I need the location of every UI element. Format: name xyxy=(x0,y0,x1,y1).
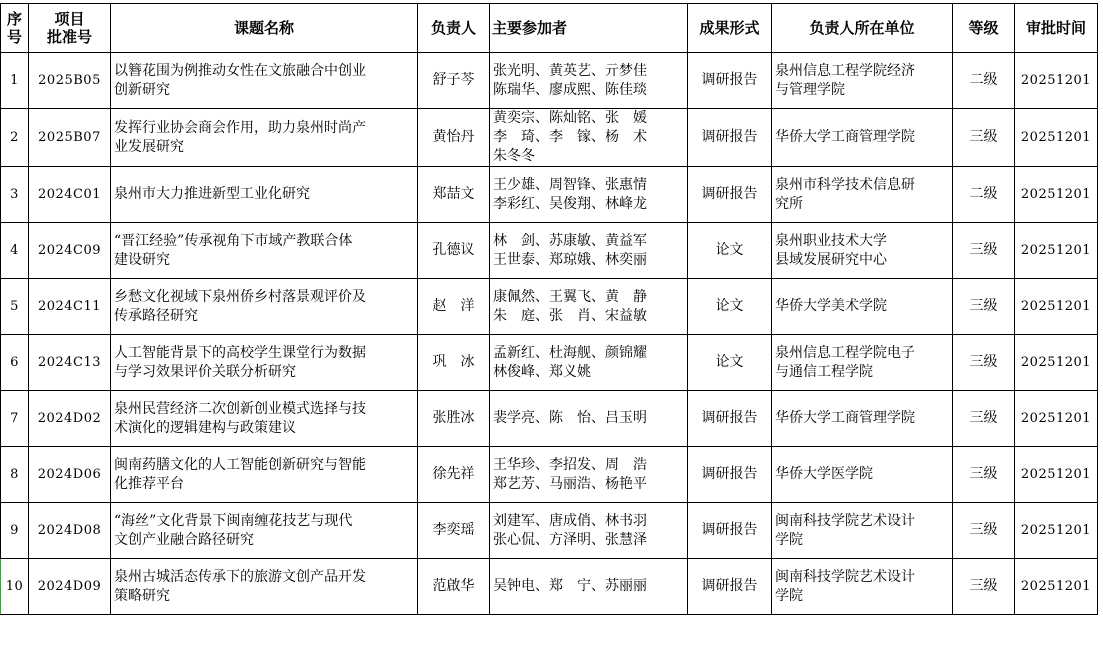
cell-participants-line: 吴钟电、郑 宁、苏丽丽 xyxy=(493,578,647,594)
project-table xyxy=(0,3,1098,615)
cell-participants-line: 郑艺芳、马丽浩、杨艳平 xyxy=(493,475,647,492)
cell-title xyxy=(111,503,418,559)
cell-seq: 9 xyxy=(1,503,29,559)
cell-approval-time: 20251201 xyxy=(1015,109,1098,167)
cell-level: 三级 xyxy=(953,447,1015,503)
cell-level: 三级 xyxy=(953,559,1015,615)
cell-unit-line: 县域发展研究中心 xyxy=(775,251,887,268)
cell-unit-line: 华侨大学工商管理学院 xyxy=(775,410,915,426)
cell-title xyxy=(111,559,418,615)
cell-unit-line: 华侨大学医学院 xyxy=(775,466,873,482)
cell-leader: 赵 洋 xyxy=(418,279,490,335)
cell-unit-line: 学院 xyxy=(775,587,803,604)
table-body xyxy=(1,53,1098,615)
cell-participants xyxy=(490,335,688,391)
cell-title-line: 与学习效果评价关联分析研究 xyxy=(114,363,296,380)
cell-title-line: 术演化的逻辑建构与政策建议 xyxy=(114,419,296,436)
header-approval-time: 审批时间 xyxy=(1015,4,1098,53)
cell-participants xyxy=(490,109,688,167)
table-row xyxy=(1,53,1098,109)
cell-title-line: 化推荐平台 xyxy=(114,475,184,492)
cell-title-line: 以簪花围为例推动女性在文旅融合中创业 xyxy=(114,62,366,79)
cell-participants xyxy=(490,53,688,109)
cell-leader: 巩 冰 xyxy=(418,335,490,391)
cell-result-form: 调研报告 xyxy=(688,53,772,109)
cell-result-form: 调研报告 xyxy=(688,109,772,167)
cell-participants xyxy=(490,559,688,615)
cell-unit-line: 闽南科技学院艺术设计 xyxy=(775,568,915,585)
cell-unit xyxy=(772,503,953,559)
cell-participants xyxy=(490,223,688,279)
cell-leader: 舒子芩 xyxy=(418,53,490,109)
cell-participants-line: 王少雄、周智锋、张惠情 xyxy=(493,176,647,193)
cell-participants-line: 刘建军、唐成俏、林书羽 xyxy=(493,512,647,529)
table-row xyxy=(1,279,1098,335)
cell-approval-time: 20251201 xyxy=(1015,503,1098,559)
cell-unit xyxy=(772,335,953,391)
cell-seq: 7 xyxy=(1,391,29,447)
cell-participants-line: 张光明、黄英艺、亓梦佳 xyxy=(493,62,647,79)
cell-approval-time: 20251201 xyxy=(1015,279,1098,335)
cell-title xyxy=(111,447,418,503)
header-participants: 主要参加者 xyxy=(490,4,688,53)
cell-result-form: 调研报告 xyxy=(688,167,772,223)
cell-approval-time: 20251201 xyxy=(1015,53,1098,109)
cell-title-line: “海丝”文化背景下闽南缠花技艺与现代 xyxy=(114,512,353,529)
cell-leader: 徐先祥 xyxy=(418,447,490,503)
cell-unit xyxy=(772,391,953,447)
cell-result-form: 调研报告 xyxy=(688,447,772,503)
cell-unit xyxy=(772,223,953,279)
cell-participants-line: 林 剑、苏康敏、黄益军 xyxy=(493,232,647,249)
cell-unit xyxy=(772,279,953,335)
cell-approval-time: 20251201 xyxy=(1015,447,1098,503)
table-row xyxy=(1,503,1098,559)
cell-unit-line: 与管理学院 xyxy=(775,81,845,98)
header-approval-no: 项目 批准号 xyxy=(29,4,111,53)
cell-unit xyxy=(772,109,953,167)
cell-approval-time: 20251201 xyxy=(1015,559,1098,615)
header-seq: 序 号 xyxy=(1,4,29,53)
cell-participants-line: 王华珍、李招发、周 浩 xyxy=(493,456,647,473)
cell-title xyxy=(111,109,418,167)
header-title: 课题名称 xyxy=(111,4,418,53)
cell-level: 三级 xyxy=(953,391,1015,447)
cell-unit-line: 闽南科技学院艺术设计 xyxy=(775,512,915,529)
cell-title-line: 闽南药膳文化的人工智能创新研究与智能 xyxy=(114,456,366,473)
cell-level: 二级 xyxy=(953,167,1015,223)
cell-level: 三级 xyxy=(953,109,1015,167)
cell-seq: 5 xyxy=(1,279,29,335)
cell-participants-line: 林俊峰、郑义姚 xyxy=(493,363,591,380)
cell-title-line: 泉州古城活态传承下的旅游文创产品开发 xyxy=(114,568,366,585)
cell-title-line: 人工智能背景下的高校学生课堂行为数据 xyxy=(114,344,366,361)
cell-approval-time: 20251201 xyxy=(1015,223,1098,279)
cell-participants-line: 陈瑞华、廖成熙、陈佳琰 xyxy=(493,81,647,98)
cell-title-line: 创新研究 xyxy=(114,81,170,98)
cell-result-form: 调研报告 xyxy=(688,559,772,615)
cell-level: 三级 xyxy=(953,279,1015,335)
table-row xyxy=(1,167,1098,223)
cell-unit-line: 究所 xyxy=(775,195,803,212)
cell-participants-line: 康佩然、王翼飞、黄 静 xyxy=(493,288,647,305)
cell-participants xyxy=(490,167,688,223)
cell-seq: 3 xyxy=(1,167,29,223)
cell-seq: 6 xyxy=(1,335,29,391)
cell-leader: 黄怡丹 xyxy=(418,109,490,167)
cell-approval-no: 2024C01 xyxy=(29,167,111,223)
table-row xyxy=(1,223,1098,279)
cell-unit-line: 泉州信息工程学院经济 xyxy=(775,62,915,79)
cell-approval-no: 2024C11 xyxy=(29,279,111,335)
cell-approval-no: 2024D09 xyxy=(29,559,111,615)
cell-leader: 张胜冰 xyxy=(418,391,490,447)
cell-participants-line: 孟新红、杜海舰、颜锦耀 xyxy=(493,344,647,361)
cell-unit-line: 与通信工程学院 xyxy=(775,363,873,380)
cell-approval-no: 2025B05 xyxy=(29,53,111,109)
table-row xyxy=(1,391,1098,447)
cell-approval-time: 20251201 xyxy=(1015,335,1098,391)
cell-title xyxy=(111,279,418,335)
cell-unit-line: 泉州信息工程学院电子 xyxy=(775,344,915,361)
cell-seq: 4 xyxy=(1,223,29,279)
cell-result-form: 调研报告 xyxy=(688,503,772,559)
cell-participants-line: 李 琦、李 镓、杨 术 xyxy=(493,129,647,145)
cell-participants xyxy=(490,503,688,559)
table-row xyxy=(1,109,1098,167)
cell-approval-no: 2024C09 xyxy=(29,223,111,279)
cell-title-line: 传承路径研究 xyxy=(114,307,198,324)
cell-approval-no: 2025B07 xyxy=(29,109,111,167)
cell-title-line: “晋江经验”传承视角下市域产教联合体 xyxy=(114,232,353,249)
cell-unit-line: 泉州市科学技术信息研 xyxy=(775,176,915,193)
cell-level: 二级 xyxy=(953,53,1015,109)
cell-unit xyxy=(772,53,953,109)
header-level: 等级 xyxy=(953,4,1015,53)
table-row xyxy=(1,447,1098,503)
cell-seq: 1 xyxy=(1,53,29,109)
cell-result-form: 论文 xyxy=(688,335,772,391)
table-row xyxy=(1,335,1098,391)
cell-leader: 郑喆文 xyxy=(418,167,490,223)
cell-approval-no: 2024D06 xyxy=(29,447,111,503)
cell-participants-line: 张心侃、方泽明、张慧泽 xyxy=(493,531,647,548)
cell-seq: 8 xyxy=(1,447,29,503)
cell-title-line: 泉州市大力推进新型工业化研究 xyxy=(114,186,310,202)
cell-participants-line: 裴学亮、陈 怡、吕玉明 xyxy=(493,410,647,426)
cell-level: 三级 xyxy=(953,503,1015,559)
cell-level: 三级 xyxy=(953,223,1015,279)
cell-title-line: 泉州民营经济二次创新创业模式选择与技 xyxy=(114,400,366,417)
cell-approval-no: 2024D02 xyxy=(29,391,111,447)
cell-title-line: 发挥行业协会商会作用，助力泉州时尚产 xyxy=(114,119,366,136)
cell-result-form: 论文 xyxy=(688,279,772,335)
cell-participants xyxy=(490,391,688,447)
cell-participants-line: 朱冬冬 xyxy=(493,148,535,164)
cell-approval-time: 20251201 xyxy=(1015,167,1098,223)
cell-title xyxy=(111,167,418,223)
cell-participants-line: 黄奕宗、陈灿铭、张 媛 xyxy=(493,110,647,126)
cell-approval-time: 20251201 xyxy=(1015,391,1098,447)
cell-participants-line: 朱 庭、张 肖、宋益敏 xyxy=(493,307,647,324)
cell-unit-line: 华侨大学工商管理学院 xyxy=(775,129,915,145)
cell-title-line: 策略研究 xyxy=(114,587,170,604)
cell-title-line: 文创产业融合路径研究 xyxy=(114,531,254,548)
cell-approval-no: 2024D08 xyxy=(29,503,111,559)
cell-seq: 10 xyxy=(1,559,29,615)
cell-leader: 孔德议 xyxy=(418,223,490,279)
cell-participants xyxy=(490,279,688,335)
cell-unit xyxy=(772,559,953,615)
cell-unit xyxy=(772,447,953,503)
cell-title xyxy=(111,335,418,391)
cell-title xyxy=(111,223,418,279)
header-row xyxy=(1,4,1098,53)
cell-title-line: 乡愁文化视域下泉州侨乡村落景观评价及 xyxy=(114,288,366,305)
cell-leader: 范啟华 xyxy=(418,559,490,615)
cell-unit xyxy=(772,167,953,223)
cell-title-line: 建设研究 xyxy=(114,251,170,268)
cell-result-form: 论文 xyxy=(688,223,772,279)
cell-unit-line: 华侨大学美术学院 xyxy=(775,298,887,314)
cell-title-line: 业发展研究 xyxy=(114,138,184,155)
cell-title xyxy=(111,391,418,447)
table-row xyxy=(1,559,1098,615)
cell-seq: 2 xyxy=(1,109,29,167)
header-leader: 负责人 xyxy=(418,4,490,53)
cell-participants-line: 王世泰、郑琼娥、林奕丽 xyxy=(493,251,647,268)
header-unit: 负责人所在单位 xyxy=(772,4,953,53)
cell-title xyxy=(111,53,418,109)
cell-participants xyxy=(490,447,688,503)
cell-result-form: 调研报告 xyxy=(688,391,772,447)
cell-participants-line: 李彩红、吴俊翔、林峰龙 xyxy=(493,195,647,212)
cell-unit-line: 泉州职业技术大学 xyxy=(775,232,887,249)
header-result-form: 成果形式 xyxy=(688,4,772,53)
cell-unit-line: 学院 xyxy=(775,531,803,548)
cell-leader: 李奕瑶 xyxy=(418,503,490,559)
cell-approval-no: 2024C13 xyxy=(29,335,111,391)
cell-level: 三级 xyxy=(953,335,1015,391)
